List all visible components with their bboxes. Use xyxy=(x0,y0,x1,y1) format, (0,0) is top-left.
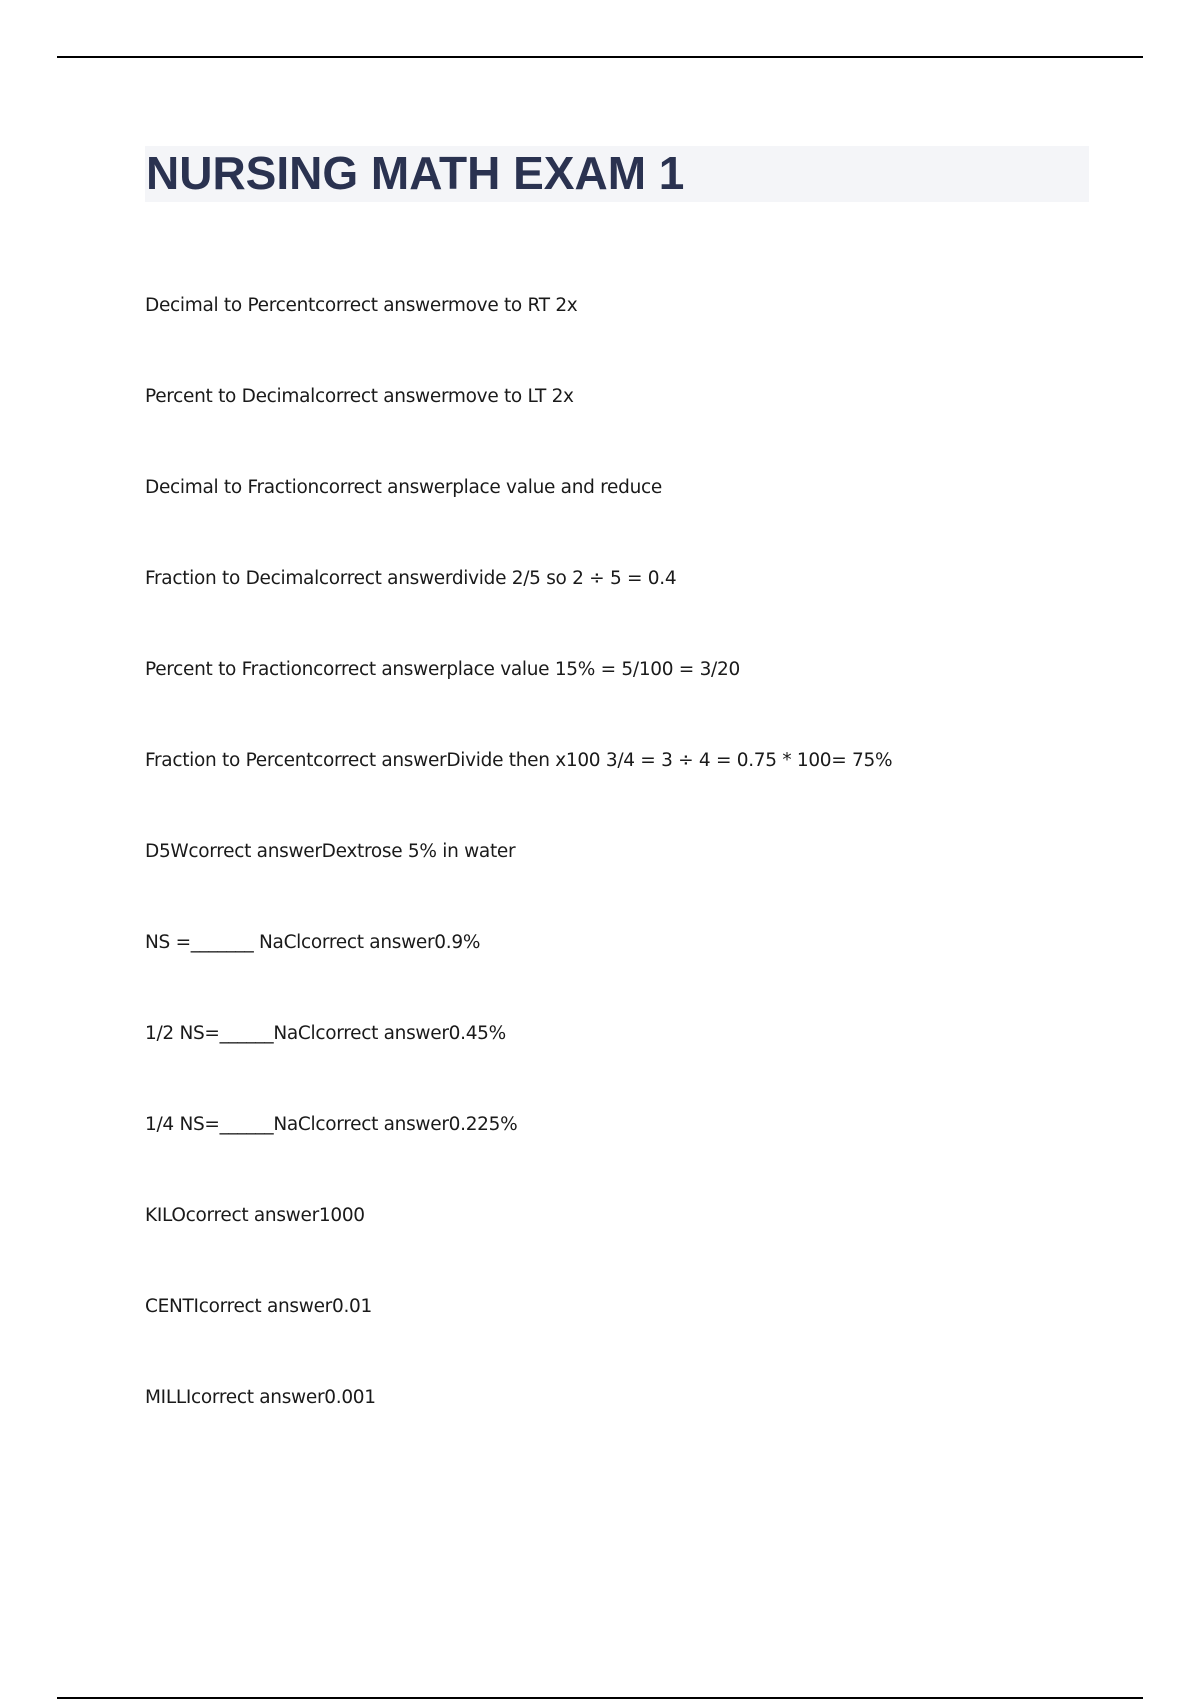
flashcard-item: Decimal to Fractioncorrect answerplace value and reduce xyxy=(145,477,662,498)
flashcard-item: 1/2 NS=______NaClcorrect answer0.45% xyxy=(145,1023,506,1044)
flashcard-item: NS =_______ NaClcorrect answer0.9% xyxy=(145,932,481,953)
flashcard-item: Fraction to Percentcorrect answerDivide then x100 3/4 = 3 ÷ 4 = 0.75 * 100= 75% xyxy=(145,750,893,771)
document-title: NURSING MATH EXAM 1 xyxy=(146,147,685,199)
flashcard-item: CENTIcorrect answer0.01 xyxy=(145,1296,372,1317)
flashcard-item: MILLIcorrect answer0.001 xyxy=(145,1387,376,1408)
top-divider xyxy=(57,56,1143,58)
flashcard-item: KILOcorrect answer1000 xyxy=(145,1205,365,1226)
flashcard-item: Percent to Fractioncorrect answerplace value 15% = 5/100 = 3/20 xyxy=(145,659,740,680)
flashcard-item: Percent to Decimalcorrect answermove to LT 2x xyxy=(145,386,574,407)
flashcard-item: D5Wcorrect answerDextrose 5% in water xyxy=(145,841,516,862)
bottom-divider xyxy=(57,1697,1143,1699)
flashcard-item: Fraction to Decimalcorrect answerdivide 2/5 so 2 ÷ 5 = 0.4 xyxy=(145,568,677,589)
flashcard-item: 1/4 NS=______NaClcorrect answer0.225% xyxy=(145,1114,518,1135)
flashcard-item: Decimal to Percentcorrect answermove to RT 2x xyxy=(145,295,578,316)
